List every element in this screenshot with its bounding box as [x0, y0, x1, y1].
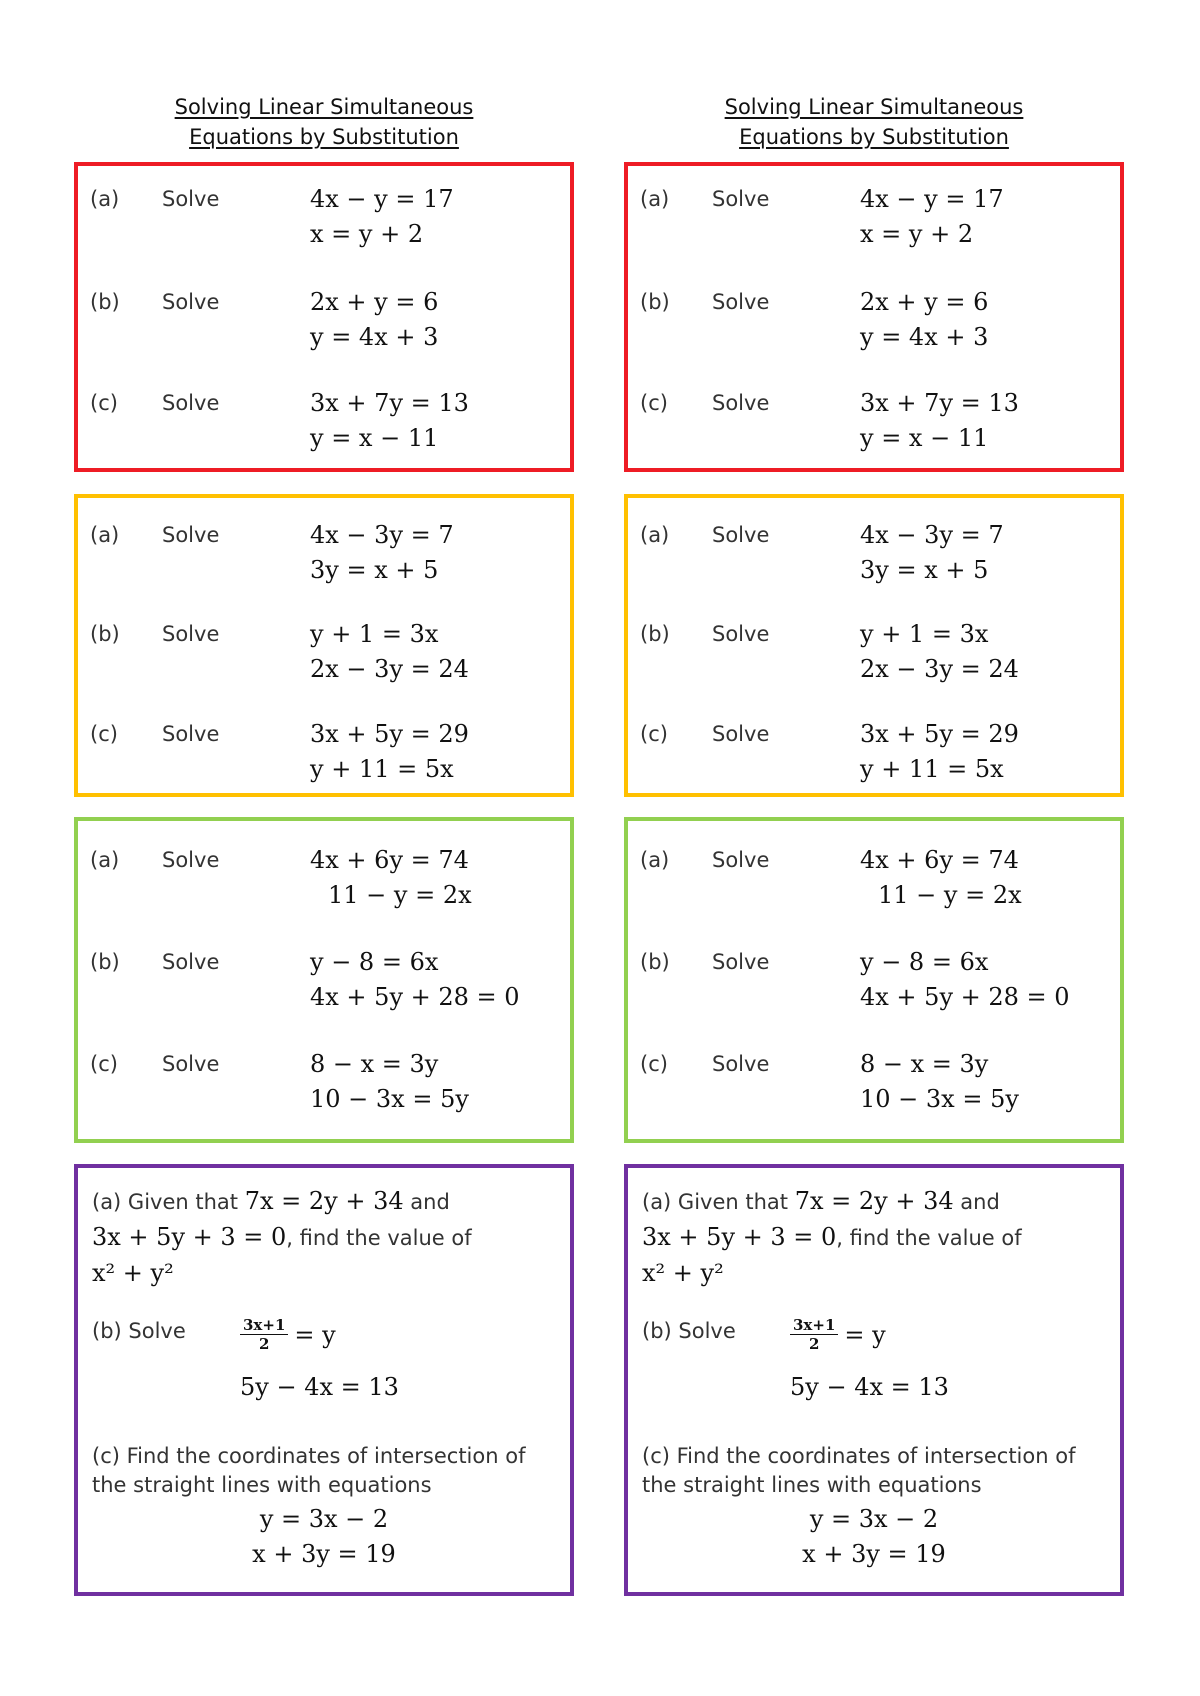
text: (c) Find the coordinates of intersection of [92, 1444, 526, 1468]
question-b-label: (b) Solve [642, 1319, 736, 1343]
question-label: (c) [90, 722, 118, 746]
worksheet-left [74, 0, 574, 1696]
text: and [960, 1190, 1000, 1214]
question-label: (b) [640, 950, 670, 974]
question-label: (c) [90, 391, 118, 415]
purple-question-card [74, 1164, 574, 1596]
text: , find the value of [286, 1226, 472, 1250]
equation-1: 3x + 5y = 29 [860, 720, 1019, 748]
worksheet-right [624, 0, 1124, 1696]
question-label: (b) [90, 950, 120, 974]
solve-word: Solve [712, 622, 770, 646]
question-label: (b) [640, 290, 670, 314]
worksheet-title [74, 92, 574, 152]
text: (a) Given that [92, 1190, 239, 1214]
question-c-text [92, 1442, 570, 1500]
equation-1: 8 − x = 3y [860, 1050, 989, 1078]
equation-1: y = 3x − 2 [259, 1505, 389, 1533]
equation-2: 10 − 3x = 5y [860, 1085, 1019, 1113]
question-label: (a) [640, 523, 670, 547]
fraction-numerator: 3x+1 [240, 1316, 288, 1335]
fraction-rhs: = y [844, 1320, 886, 1349]
title-line-2: Equations by Substitution [189, 125, 459, 149]
equation-2: 5y − 4x = 13 [240, 1373, 399, 1401]
equation-1: 8 − x = 3y [310, 1050, 439, 1078]
equation-2: y = 4x + 3 [310, 323, 439, 351]
equation-2: x + 3y = 19 [802, 1540, 946, 1568]
red-question-card [624, 162, 1124, 472]
fraction-denominator: 2 [258, 1335, 270, 1353]
orange-question-card [74, 494, 574, 797]
equation-2: x + 3y = 19 [252, 1540, 396, 1568]
question-label: (a) [90, 187, 120, 211]
fraction-denominator: 2 [808, 1335, 820, 1353]
solve-word: Solve [712, 848, 770, 872]
solve-word: Solve [162, 290, 220, 314]
equation-1: 4x − 3y = 7 [860, 521, 1004, 549]
question-label: (a) [90, 848, 120, 872]
equation: 3x + 5y + 3 = 0 [92, 1223, 287, 1251]
equation-2: y = 4x + 3 [860, 323, 989, 351]
text: , find the value of [836, 1226, 1022, 1250]
question-label: (a) [640, 848, 670, 872]
fraction-rhs: = y [294, 1320, 336, 1349]
equation-2: 4x + 5y + 28 = 0 [860, 983, 1070, 1011]
text: and [410, 1190, 450, 1214]
equation-1: y + 1 = 3x [310, 620, 439, 648]
equation-2: 2x − 3y = 24 [310, 655, 469, 683]
solve-word: Solve [712, 187, 770, 211]
question-label: (c) [640, 391, 668, 415]
equation-2: 10 − 3x = 5y [310, 1085, 469, 1113]
fraction-equation [240, 1316, 336, 1353]
question-label: (a) [90, 523, 120, 547]
equation-2: 3y = x + 5 [860, 556, 989, 584]
equation-1: y − 8 = 6x [860, 948, 989, 976]
solve-word: Solve [712, 722, 770, 746]
text: the straight lines with equations [92, 1473, 432, 1497]
worksheet-title [624, 92, 1124, 152]
title-line-1: Solving Linear Simultaneous [174, 95, 474, 119]
title-line-1: Solving Linear Simultaneous [724, 95, 1024, 119]
question-a-text [642, 1184, 1112, 1292]
solve-word: Solve [162, 523, 220, 547]
question-a-text [92, 1184, 562, 1292]
solve-word: Solve [162, 950, 220, 974]
equation-1: 2x + y = 6 [310, 288, 439, 316]
equation-1: 3x + 7y = 13 [310, 389, 469, 417]
equation-2: 4x + 5y + 28 = 0 [310, 983, 520, 1011]
equation-2: 2x − 3y = 24 [860, 655, 1019, 683]
equation-2: x = y + 2 [860, 220, 974, 248]
solve-word: Solve [712, 950, 770, 974]
equation-1: 4x − y = 17 [310, 185, 454, 213]
question-b-label: (b) Solve [92, 1319, 186, 1343]
equation-2: 3y = x + 5 [310, 556, 439, 584]
text: (a) Given that [642, 1190, 789, 1214]
expression: x² + y² [92, 1259, 174, 1287]
equation-2: y + 11 = 5x [860, 755, 1004, 783]
equation-2: y = x − 11 [860, 424, 989, 452]
solve-word: Solve [162, 187, 220, 211]
solve-word: Solve [712, 1052, 770, 1076]
equation: 3x + 5y + 3 = 0 [642, 1223, 837, 1251]
solve-word: Solve [162, 722, 220, 746]
text: (c) Find the coordinates of intersection of [642, 1444, 1076, 1468]
question-label: (c) [640, 1052, 668, 1076]
solve-word: Solve [712, 523, 770, 547]
equation-1: 2x + y = 6 [860, 288, 989, 316]
expression: x² + y² [642, 1259, 724, 1287]
solve-word: Solve [162, 391, 220, 415]
equation-1: y = 3x − 2 [809, 1505, 939, 1533]
equation-2: 11 − y = 2x [878, 881, 1022, 909]
text: the straight lines with equations [642, 1473, 982, 1497]
question-c-text [642, 1442, 1120, 1500]
title-line-2: Equations by Substitution [739, 125, 1009, 149]
equation-1: 3x + 7y = 13 [860, 389, 1019, 417]
orange-question-card [624, 494, 1124, 797]
question-label: (b) [90, 290, 120, 314]
solve-word: Solve [712, 391, 770, 415]
equation-2: y = x − 11 [310, 424, 439, 452]
solve-word: Solve [712, 290, 770, 314]
question-label: (c) [90, 1052, 118, 1076]
red-question-card [74, 162, 574, 472]
equation-2: 5y − 4x = 13 [790, 1373, 949, 1401]
equation: 7x = 2y + 34 [794, 1187, 954, 1215]
equation-1: 4x + 6y = 74 [860, 846, 1019, 874]
equation-2: y + 11 = 5x [310, 755, 454, 783]
equation-1: y − 8 = 6x [310, 948, 439, 976]
equation-2: x = y + 2 [310, 220, 424, 248]
purple-question-card [624, 1164, 1124, 1596]
question-label: (a) [640, 187, 670, 211]
solve-word: Solve [162, 622, 220, 646]
fraction-numerator: 3x+1 [790, 1316, 838, 1335]
solve-word: Solve [162, 848, 220, 872]
equation-1: 4x + 6y = 74 [310, 846, 469, 874]
fraction-equation [790, 1316, 886, 1353]
question-label: (c) [640, 722, 668, 746]
equation-1: y + 1 = 3x [860, 620, 989, 648]
equation-1: 4x − y = 17 [860, 185, 1004, 213]
green-question-card [74, 817, 574, 1143]
solve-word: Solve [162, 1052, 220, 1076]
equation-2: 11 − y = 2x [328, 881, 472, 909]
question-label: (b) [640, 622, 670, 646]
equation: 7x = 2y + 34 [244, 1187, 404, 1215]
equation-1: 3x + 5y = 29 [310, 720, 469, 748]
equation-1: 4x − 3y = 7 [310, 521, 454, 549]
green-question-card [624, 817, 1124, 1143]
question-label: (b) [90, 622, 120, 646]
